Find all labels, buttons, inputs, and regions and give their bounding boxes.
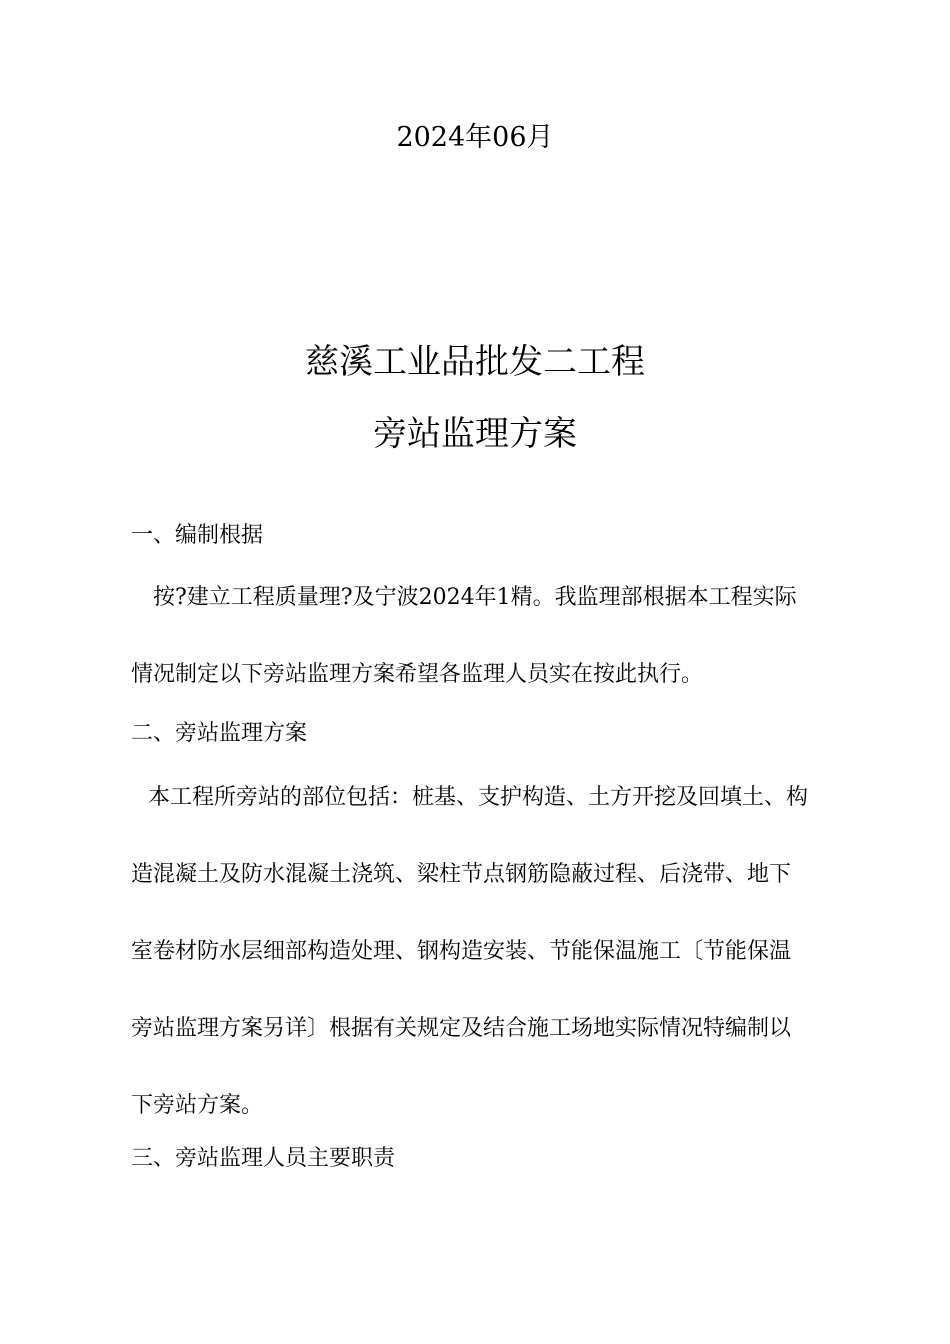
section-heading-basis: 一、编制根据 xyxy=(131,523,264,548)
paragraph-line: 本工程所旁站的部位包括：桩基、支护构造、土方开挖及回填土、构 xyxy=(148,785,809,810)
paragraph-line: 下旁站方案。 xyxy=(131,1093,264,1118)
section-body-basis xyxy=(131,582,821,736)
paragraph-line: 情况制定以下旁站监理方案希望各监理人员实在按此执行。 xyxy=(131,662,704,687)
document-date: 2024年06月 xyxy=(396,122,554,153)
section-body-plan xyxy=(131,782,821,1167)
paragraph-line: 按?建立工程质量理?及宁波2024年1精。我监理部根据本工程实际 xyxy=(153,585,797,610)
paragraph-line: 室卷材防水层细部构造处理、钢构造安装、节能保温施工〔节能保温 xyxy=(131,939,792,964)
paragraph-line: 旁站监理方案另详〕根据有关规定及结合施工场地实际情况特编制以 xyxy=(131,1016,792,1041)
paragraph-line: 造混凝土及防水混凝土浇筑、梁柱节点钢筋隐蔽过程、后浇带、地下 xyxy=(131,862,792,887)
section-heading-duties: 三、旁站监理人员主要职责 xyxy=(131,1146,396,1171)
document-title-line-1: 慈溪工业品批发二工程 xyxy=(305,342,645,382)
document-title-line-2: 旁站监理方案 xyxy=(373,414,577,454)
section-heading-plan: 二、旁站监理方案 xyxy=(131,721,308,746)
